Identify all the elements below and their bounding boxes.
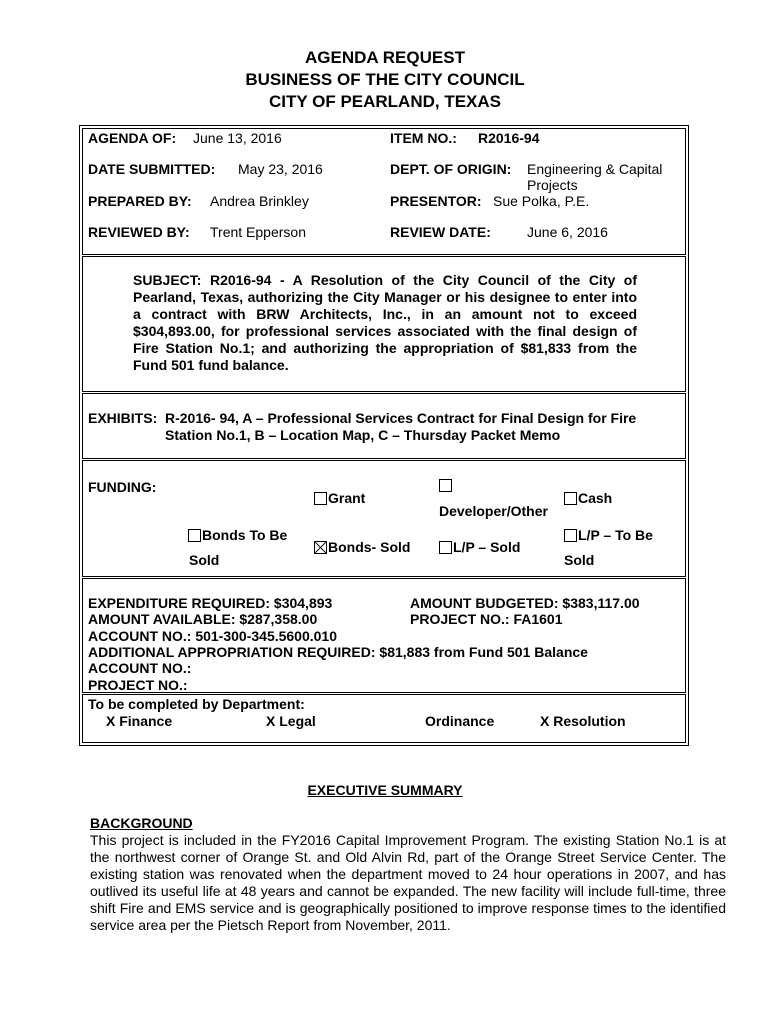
bonds-sold-label: Bonds- Sold: [328, 539, 411, 555]
resolution-mark: X Resolution: [540, 713, 626, 729]
review-date-label: REVIEW DATE:: [390, 224, 491, 240]
lp-sold-checkbox[interactable]: [439, 541, 452, 554]
funding-bonds-sold-option[interactable]: [314, 539, 410, 556]
bonds-sold-checkbox-checked[interactable]: [314, 541, 327, 554]
project-no-2: PROJECT NO.:: [88, 677, 188, 693]
lp-to-be-label: L/P – To Be: [578, 527, 653, 543]
funding-lp-to-be-option[interactable]: [564, 527, 653, 544]
background-heading: BACKGROUND: [90, 815, 193, 831]
executive-summary-title: EXECUTIVE SUMMARY: [307, 782, 463, 798]
item-no-value: R2016-94: [478, 130, 540, 146]
prepared-by-label: PREPARED BY:: [88, 193, 192, 209]
lp-to-be-sold-checkbox[interactable]: [564, 529, 577, 542]
funding-cash-option[interactable]: [564, 490, 612, 507]
bonds-to-be-sold-checkbox[interactable]: [188, 529, 201, 542]
subject-text: SUBJECT: R2016-94 - A Resolution of the City Council of the City of Pearland, Texas, authorizing the City Manager or his designee to enter into a contract with BRW Architects, Inc., in an amount not to exceed $304,893.00, for professional services associated with the final design of Fire Station No.1; and authorizing the appropriation of $81,833 from the Fund 501 fund balance.: [133, 272, 637, 373]
project-no: PROJECT NO.: FA1601: [410, 611, 563, 627]
reviewed-by-label: REVIEWED BY:: [88, 224, 190, 240]
header-title-agenda-request: AGENDA REQUEST: [305, 48, 465, 67]
cash-label: Cash: [578, 490, 613, 506]
funding-section: [82, 460, 686, 577]
header-title-business: BUSINESS OF THE CITY COUNCIL: [245, 70, 525, 89]
funding-developer-option[interactable]: [439, 477, 453, 494]
grant-label: Grant: [328, 490, 366, 506]
dept-origin-value: Engineering & Capital: [527, 161, 663, 177]
completion-label: To be completed by Department:: [88, 696, 305, 712]
additional-appropriation: ADDITIONAL APPROPRIATION REQUIRED: $81,883 from Fund 501 Balance: [88, 644, 588, 660]
reviewed-by-value: Trent Epperson: [210, 224, 306, 240]
expenditure-required: EXPENDITURE REQUIRED: $304,893: [88, 595, 333, 611]
funding-grant-option[interactable]: [314, 490, 365, 507]
funding-bonds-to-be-option[interactable]: [188, 527, 287, 544]
presentor-label: PRESENTOR:: [390, 193, 482, 209]
funding-lp-sold-option[interactable]: [439, 539, 520, 556]
exhibits-text: R-2016- 94, A – Professional Services Contract for Final Design for Fire Station No.1, B – Location Map, C – Thursday Packet Memo: [165, 410, 637, 443]
exhibits-label: EXHIBITS:: [88, 410, 158, 426]
developer-other-label: Developer/Other: [439, 503, 548, 519]
ordinance-mark: Ordinance: [425, 713, 495, 729]
prepared-by-value: Andrea Brinkley: [210, 193, 309, 209]
account-no-2: ACCOUNT NO.:: [88, 660, 192, 676]
date-submitted-label: DATE SUBMITTED:: [88, 161, 216, 177]
bonds-to-be-label: Bonds To Be: [202, 527, 288, 543]
presentor-value: Sue Polka, P.E.: [493, 193, 590, 209]
lp-to-be-label-2: Sold: [564, 552, 595, 568]
legal-mark: X Legal: [266, 713, 316, 729]
dept-origin-label: DEPT. OF ORIGIN:: [390, 161, 512, 177]
background-text: This project is included in the FY2016 Capital Improvement Program. The existing Station No.1 is at the northwest corner of Orange St. and Old Alvin Rd, part of the Orange Street Service Center. The existing station was renovated when the department moved to 24 hour operations in 2007, and has outlived its useful life at 48 years and cannot be expanded. The new facility will include full-time, three shift Fire and EMS service and is geographically positioned to improve response times to the identified service area per the Pietsch Report from November, 2011.: [90, 832, 726, 933]
review-date-value: June 6, 2016: [527, 224, 608, 240]
cash-checkbox[interactable]: [564, 492, 577, 505]
item-no-label: ITEM NO.:: [390, 130, 457, 146]
dept-origin-value-2: Projects: [527, 177, 578, 193]
lp-sold-label: L/P – Sold: [453, 539, 521, 555]
bonds-to-be-label-2: Sold: [189, 552, 220, 568]
agenda-of-value: June 13, 2016: [193, 130, 282, 146]
amount-budgeted: AMOUNT BUDGETED: $383,117.00: [410, 595, 640, 611]
date-submitted-value: May 23, 2016: [238, 161, 323, 177]
finance-mark: X Finance: [106, 713, 173, 729]
amount-available: AMOUNT AVAILABLE: $287,358.00: [88, 611, 318, 627]
developer-other-checkbox[interactable]: [439, 479, 452, 492]
agenda-of-label: AGENDA OF:: [88, 130, 177, 146]
grant-checkbox[interactable]: [314, 492, 327, 505]
header-title-city: CITY OF PEARLAND, TEXAS: [268, 92, 502, 111]
funding-label: FUNDING:: [88, 479, 157, 495]
account-no: ACCOUNT NO.: 501-300-345.5600.010: [88, 628, 338, 644]
